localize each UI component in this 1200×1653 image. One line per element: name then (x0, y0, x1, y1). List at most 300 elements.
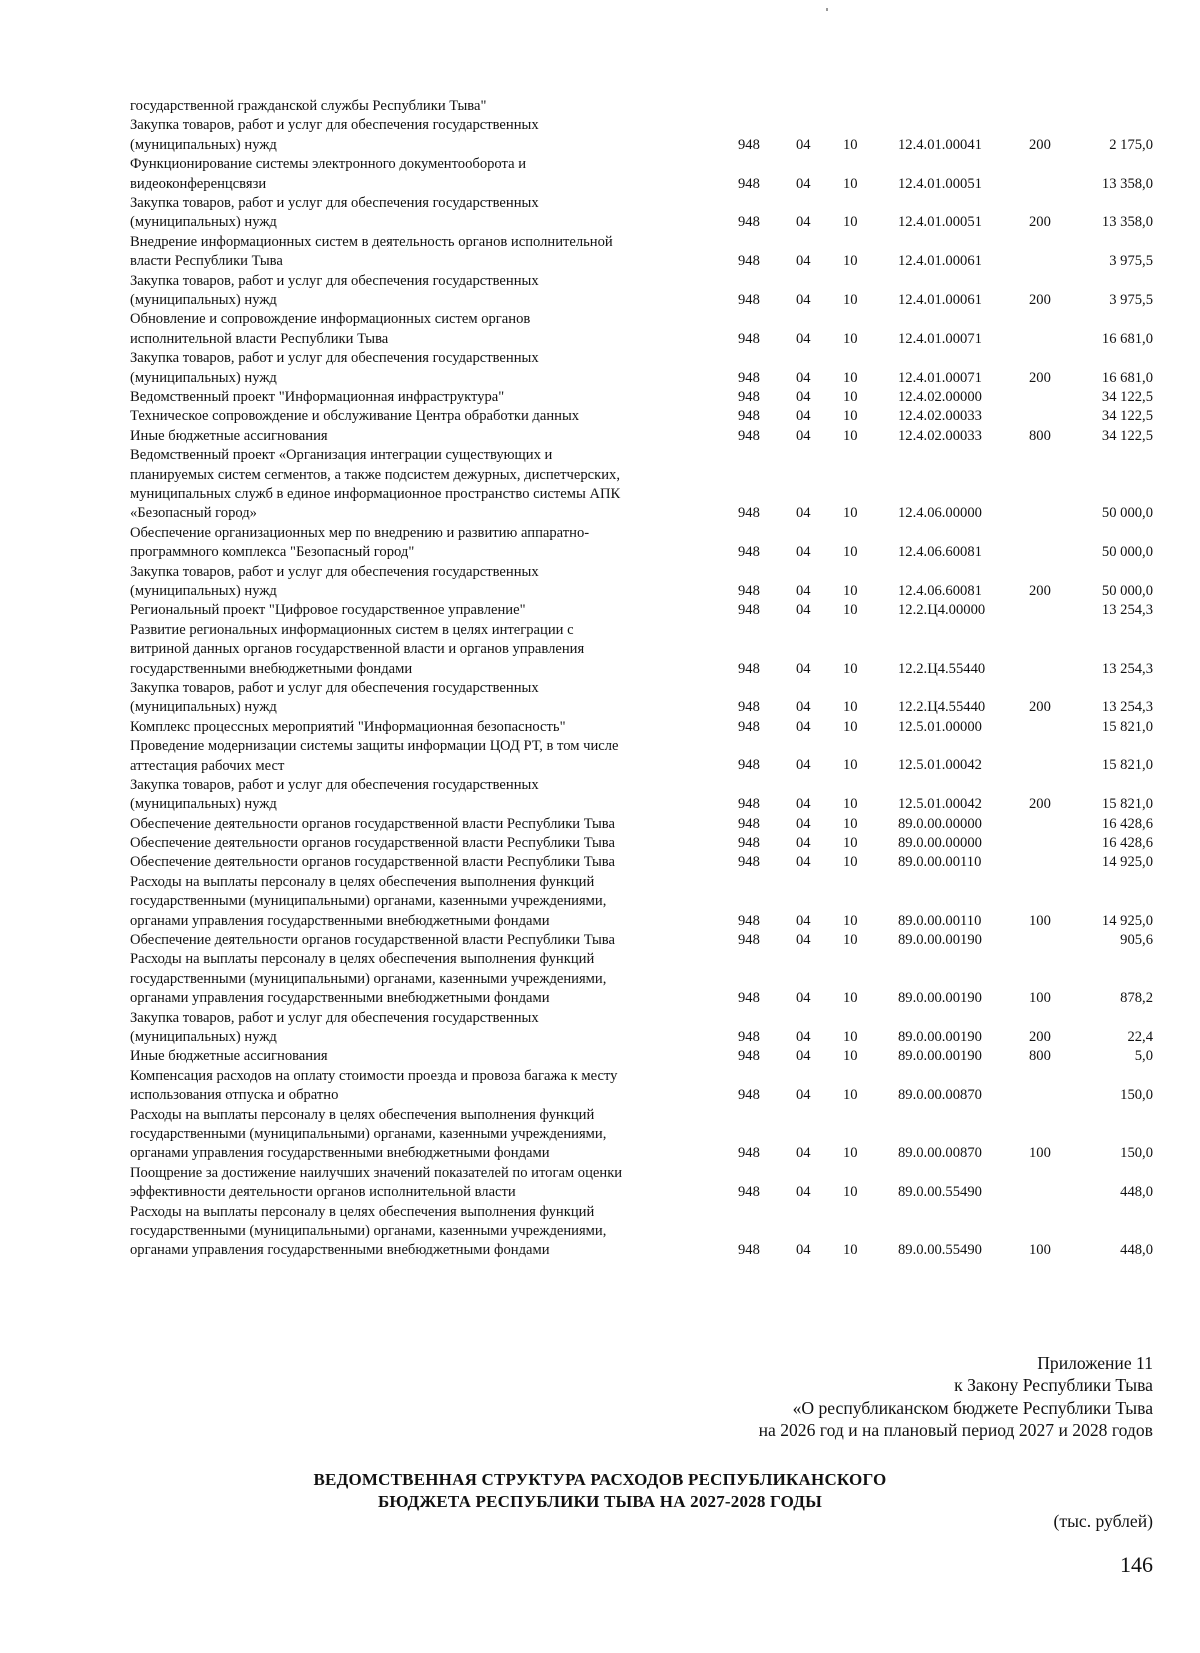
section-cell: 04 (796, 427, 811, 444)
section-cell: 04 (796, 1184, 811, 1201)
target-article-cell: 89.0.00.55490 (898, 1184, 982, 1201)
page-number: 146 (1120, 1552, 1153, 1577)
subsection-cell: 10 (843, 388, 858, 405)
row-description (130, 407, 710, 426)
description-line: Закупка товаров, работ и услуг для обеспечения государственных (130, 350, 539, 367)
ved-cell: 948 (738, 796, 760, 813)
subsection-cell: 10 (843, 214, 858, 231)
target-article-cell: 89.0.00.00190 (898, 1048, 982, 1065)
target-article-cell: 12.2.Ц4.00000 (898, 602, 986, 619)
row-description (130, 388, 710, 407)
table-row (0, 233, 1200, 272)
amount-cell: 13 358,0 (1101, 214, 1153, 231)
row-description (130, 718, 710, 737)
amount-cell: 34 122,5 (1101, 408, 1153, 425)
description-line: власти Республики Тыва (130, 253, 283, 270)
table-row (0, 931, 1200, 950)
amount-cell: 16 428,6 (1101, 815, 1153, 832)
table-row (0, 873, 1200, 931)
description-line: видеоконференцсвязи (130, 175, 267, 192)
row-description (130, 97, 710, 116)
description-line: (муниципальных) нужд (130, 582, 277, 599)
description-line: государственными (муниципальными) органами, казенными учреждениями, (130, 1126, 607, 1143)
expense-type-cell: 200 (1029, 136, 1051, 153)
description-line: программного комплекса "Безопасный город" (130, 544, 415, 561)
section-cell: 04 (796, 932, 811, 949)
subsection-cell: 10 (843, 854, 858, 871)
table-row (0, 116, 1200, 155)
subsection-cell: 10 (843, 330, 858, 347)
amount-cell: 16 428,6 (1101, 835, 1153, 852)
ved-cell: 948 (738, 388, 760, 405)
description-line: государственными внебюджетными фондами (130, 660, 413, 677)
amount-cell: 150,0 (1120, 1145, 1153, 1162)
section-cell: 04 (796, 369, 811, 386)
expense-type-cell: 200 (1029, 796, 1051, 813)
description-line: государственными (муниципальными) органами, казенными учреждениями, (130, 970, 607, 987)
ved-cell: 948 (738, 1029, 760, 1046)
amount-cell: 34 122,5 (1101, 388, 1153, 405)
appendix-line-3: «О республиканском бюджете Республики Тыва (792, 1397, 1153, 1418)
expense-type-cell: 200 (1029, 582, 1051, 599)
row-description (130, 155, 710, 194)
description-line: Иные бюджетные ассигнования (130, 427, 328, 444)
ved-cell: 948 (738, 835, 760, 852)
description-line: (муниципальных) нужд (130, 136, 277, 153)
target-article-cell: 12.4.02.00000 (898, 388, 982, 405)
target-article-cell: 89.0.00.00870 (898, 1145, 982, 1162)
subsection-cell: 10 (843, 1029, 858, 1046)
description-line: Закупка товаров, работ и услуг для обеспечения государственных (130, 776, 539, 793)
ved-cell: 948 (738, 1184, 760, 1201)
target-article-cell: 12.4.02.00033 (898, 427, 982, 444)
expense-type-cell: 200 (1029, 369, 1051, 386)
table-row (0, 718, 1200, 737)
subsection-cell: 10 (843, 912, 858, 929)
amount-cell: 3 975,5 (1109, 291, 1153, 308)
subsection-cell: 10 (843, 253, 858, 270)
description-line: Обеспечение организационных мер по внедрению и развитию аппаратно- (130, 524, 590, 541)
section-cell: 04 (796, 718, 811, 735)
expense-type-cell: 200 (1029, 699, 1051, 716)
row-description (130, 524, 710, 563)
description-line: Внедрение информационных систем в деятельность органов исполнительной (130, 233, 613, 250)
row-description (130, 563, 710, 602)
subsection-cell: 10 (843, 815, 858, 832)
target-article-cell: 12.5.01.00042 (898, 757, 982, 774)
table-row (0, 950, 1200, 1008)
description-line: органами управления государственными внебюджетными фондами (130, 912, 550, 929)
amount-cell: 15 821,0 (1101, 757, 1153, 774)
row-description (130, 1106, 710, 1164)
section-cell: 04 (796, 408, 811, 425)
target-article-cell: 12.5.01.00000 (898, 718, 982, 735)
description-line: (муниципальных) нужд (130, 291, 277, 308)
subsection-cell: 10 (843, 582, 858, 599)
expense-type-cell: 100 (1029, 990, 1051, 1007)
subsection-cell: 10 (843, 796, 858, 813)
ved-cell: 948 (738, 253, 760, 270)
amount-cell: 34 122,5 (1101, 427, 1153, 444)
subsection-cell: 10 (843, 505, 858, 522)
description-line: Комплекс процессных мероприятий "Информационная безопасность" (130, 718, 566, 735)
amount-cell: 15 821,0 (1101, 796, 1153, 813)
target-article-cell: 12.4.01.00051 (898, 175, 982, 192)
section-cell: 04 (796, 505, 811, 522)
expense-type-cell: 200 (1029, 291, 1051, 308)
amount-cell: 13 358,0 (1101, 175, 1153, 192)
table-row (0, 563, 1200, 602)
row-description (130, 853, 710, 872)
section-cell: 04 (796, 330, 811, 347)
row-description (130, 679, 710, 718)
subsection-cell: 10 (843, 136, 858, 153)
amount-cell: 448,0 (1120, 1184, 1153, 1201)
description-line: Закупка товаров, работ и услуг для обеспечения государственных (130, 563, 539, 580)
amount-cell: 16 681,0 (1101, 330, 1153, 347)
section-cell: 04 (796, 136, 811, 153)
target-article-cell: 12.4.06.60081 (898, 544, 982, 561)
section-cell: 04 (796, 1242, 811, 1259)
description-line: аттестация рабочих мест (130, 757, 285, 774)
target-article-cell: 89.0.00.00870 (898, 1087, 982, 1104)
row-description (130, 1067, 710, 1106)
description-line: Иные бюджетные ассигнования (130, 1048, 328, 1065)
amount-cell: 14 925,0 (1101, 912, 1153, 929)
subsection-cell: 10 (843, 544, 858, 561)
subsection-cell: 10 (843, 718, 858, 735)
target-article-cell: 89.0.00.00000 (898, 835, 982, 852)
amount-cell: 16 681,0 (1101, 369, 1153, 386)
description-line: Расходы на выплаты персоналу в целях обеспечения выполнения функций (130, 1203, 595, 1220)
subsection-cell: 10 (843, 1184, 858, 1201)
subsection-cell: 10 (843, 408, 858, 425)
table-row (0, 853, 1200, 872)
target-article-cell: 12.4.01.00061 (898, 253, 982, 270)
description-line: Обеспечение деятельности органов государственной власти Республики Тыва (130, 854, 615, 871)
amount-cell: 13 254,3 (1101, 699, 1153, 716)
description-line: муниципальных служб в единое информационное пространство системы АПК (130, 485, 621, 502)
amount-cell: 150,0 (1120, 1087, 1153, 1104)
appendix-block (759, 1352, 1153, 1442)
document-heading (0, 1469, 1200, 1512)
ved-cell: 948 (738, 175, 760, 192)
ved-cell: 948 (738, 330, 760, 347)
target-article-cell: 12.4.01.00071 (898, 330, 982, 347)
section-cell: 04 (796, 388, 811, 405)
section-cell: 04 (796, 544, 811, 561)
subsection-cell: 10 (843, 660, 858, 677)
table-row (0, 815, 1200, 834)
description-line: исполнительной власти Республики Тыва (130, 330, 389, 347)
ved-cell: 948 (738, 505, 760, 522)
description-line: Обеспечение деятельности органов государственной власти Республики Тыва (130, 815, 615, 832)
description-line: Техническое сопровождение и обслуживание Центра обработки данных (130, 408, 580, 425)
target-article-cell: 89.0.00.00190 (898, 1029, 982, 1046)
description-line: Закупка товаров, работ и услуг для обеспечения государственных (130, 679, 539, 696)
expense-type-cell: 100 (1029, 1145, 1051, 1162)
ved-cell: 948 (738, 291, 760, 308)
section-cell: 04 (796, 291, 811, 308)
row-description (130, 1203, 710, 1261)
table-row (0, 97, 1200, 116)
row-description (130, 446, 710, 524)
amount-cell: 50 000,0 (1101, 505, 1153, 522)
section-cell: 04 (796, 602, 811, 619)
description-line: государственными (муниципальными) органами, казенными учреждениями, (130, 1223, 607, 1239)
description-line: (муниципальных) нужд (130, 1029, 277, 1046)
description-line: витриной данных органов государственной власти и органов управления (130, 641, 585, 658)
description-line: (муниципальных) нужд (130, 796, 277, 813)
description-line: Развитие региональных информационных систем в целях интеграции с (130, 621, 574, 638)
subsection-cell: 10 (843, 932, 858, 949)
row-description (130, 1164, 710, 1203)
row-description (130, 931, 710, 950)
description-line: Расходы на выплаты персоналу в целях обеспечения выполнения функций (130, 951, 595, 968)
table-row (0, 310, 1200, 349)
row-description (130, 776, 710, 815)
subsection-cell: 10 (843, 1048, 858, 1065)
target-article-cell: 89.0.00.00110 (898, 912, 982, 929)
description-line: Обновление и сопровождение информационных систем органов (130, 311, 531, 328)
section-cell: 04 (796, 660, 811, 677)
row-description (130, 873, 710, 931)
section-cell: 04 (796, 1029, 811, 1046)
row-description (130, 1009, 710, 1048)
table-row (0, 1164, 1200, 1203)
ved-cell: 948 (738, 932, 760, 949)
ved-cell: 948 (738, 214, 760, 231)
section-cell: 04 (796, 815, 811, 832)
amount-cell: 5,0 (1134, 1048, 1153, 1065)
ved-cell: 948 (738, 1145, 760, 1162)
target-article-cell: 12.4.02.00033 (898, 408, 982, 425)
section-cell: 04 (796, 796, 811, 813)
row-description (130, 815, 710, 834)
target-article-cell: 12.2.Ц4.55440 (898, 660, 986, 677)
subsection-cell: 10 (843, 175, 858, 192)
section-cell: 04 (796, 1048, 811, 1065)
subsection-cell: 10 (843, 990, 858, 1007)
ved-cell: 948 (738, 544, 760, 561)
description-line: планируемых систем сегментов, а также подсистем дежурных, диспетчерских, (130, 466, 620, 483)
description-line: Закупка товаров, работ и услуг для обеспечения государственных (130, 272, 539, 289)
row-description (130, 310, 710, 349)
ved-cell: 948 (738, 990, 760, 1007)
description-line: государственными (муниципальными) органами, казенными учреждениями, (130, 893, 607, 910)
appendix-line-4: на 2026 год и на плановый период 2027 и 2028 годов (758, 1420, 1153, 1441)
row-description (130, 834, 710, 853)
section-cell: 04 (796, 699, 811, 716)
description-line: Проведение модернизации системы защиты информации ЦОД РТ, в том числе (130, 738, 619, 755)
table-row (0, 272, 1200, 311)
target-article-cell: 12.4.01.00041 (898, 136, 982, 153)
expense-type-cell: 800 (1029, 427, 1051, 444)
section-cell: 04 (796, 912, 811, 929)
heading-line-1: ВЕДОМСТВЕННАЯ СТРУКТУРА РАСХОДОВ РЕСПУБЛИКАНСКОГО (313, 1470, 887, 1489)
table-row (0, 155, 1200, 194)
expense-type-cell: 200 (1029, 214, 1051, 231)
ved-cell: 948 (738, 369, 760, 386)
heading-line-2: БЮДЖЕТА РЕСПУБЛИКИ ТЫВА НА 2027-2028 ГОДЫ (377, 1491, 823, 1511)
row-description (130, 601, 710, 620)
table-row (0, 834, 1200, 853)
ved-cell: 948 (738, 718, 760, 735)
subsection-cell: 10 (843, 602, 858, 619)
row-description (130, 349, 710, 388)
description-line: «Безопасный город» (130, 505, 257, 522)
amount-cell: 50 000,0 (1101, 582, 1153, 599)
ved-cell: 948 (738, 427, 760, 444)
row-description (130, 427, 710, 446)
section-cell: 04 (796, 990, 811, 1007)
table-row (0, 1106, 1200, 1164)
table-row (0, 621, 1200, 679)
row-description (130, 116, 710, 155)
table-row (0, 446, 1200, 524)
ved-cell: 948 (738, 660, 760, 677)
amount-cell: 448,0 (1120, 1242, 1153, 1259)
amount-cell: 905,6 (1120, 932, 1153, 949)
section-cell: 04 (796, 175, 811, 192)
description-line: органами управления государственными внебюджетными фондами (130, 990, 550, 1007)
description-line: эффективности деятельности органов исполнительной власти (130, 1184, 516, 1201)
section-cell: 04 (796, 835, 811, 852)
ved-cell: 948 (738, 699, 760, 716)
ved-cell: 948 (738, 602, 760, 619)
ved-cell: 948 (738, 1087, 760, 1104)
target-article-cell: 89.0.00.00190 (898, 932, 982, 949)
ved-cell: 948 (738, 912, 760, 929)
description-line: государственной гражданской службы Республики Тыва" (130, 98, 487, 114)
expense-type-cell: 100 (1029, 1242, 1051, 1259)
description-line: Ведомственный проект «Организация интеграции существующих и (130, 447, 553, 464)
amount-cell: 3 975,5 (1109, 253, 1153, 270)
row-description (130, 737, 710, 776)
subsection-cell: 10 (843, 291, 858, 308)
target-article-cell: 12.4.06.00000 (898, 505, 982, 522)
description-line: (муниципальных) нужд (130, 699, 277, 716)
amount-cell: 14 925,0 (1101, 854, 1153, 871)
table-row (0, 1009, 1200, 1048)
amount-cell: 13 254,3 (1101, 660, 1153, 677)
description-line: Закупка товаров, работ и услуг для обеспечения государственных (130, 1009, 539, 1026)
subsection-cell: 10 (843, 369, 858, 386)
target-article-cell: 12.2.Ц4.55440 (898, 699, 986, 716)
section-cell: 04 (796, 582, 811, 599)
description-line: использования отпуска и обратно (130, 1087, 339, 1104)
target-article-cell: 89.0.00.55490 (898, 1242, 982, 1259)
scan-speck (826, 8, 828, 11)
row-description (130, 233, 710, 272)
ved-cell: 948 (738, 136, 760, 153)
ved-cell: 948 (738, 582, 760, 599)
subsection-cell: 10 (843, 835, 858, 852)
description-line: Компенсация расходов на оплату стоимости проезда и провоза багажа к месту (130, 1067, 618, 1084)
row-description (130, 621, 710, 679)
ved-cell: 948 (738, 408, 760, 425)
table-row (0, 1203, 1200, 1261)
row-description (130, 272, 710, 311)
appendix-line-2: к Закону Республики Тыва (954, 1375, 1153, 1396)
ved-cell: 948 (738, 854, 760, 871)
target-article-cell: 12.4.01.00051 (898, 214, 982, 231)
ved-cell: 948 (738, 815, 760, 832)
section-cell: 04 (796, 757, 811, 774)
amount-cell: 22,4 (1127, 1029, 1153, 1046)
table-row (0, 776, 1200, 815)
subsection-cell: 10 (843, 427, 858, 444)
target-article-cell: 12.4.01.00061 (898, 291, 982, 308)
target-article-cell: 12.5.01.00042 (898, 796, 982, 813)
target-article-cell: 89.0.00.00000 (898, 815, 982, 832)
description-line: органами управления государственными внебюджетными фондами (130, 1242, 550, 1259)
description-line: (муниципальных) нужд (130, 214, 277, 231)
subsection-cell: 10 (843, 1145, 858, 1162)
description-line: Поощрение за достижение наилучших значений показателей по итогам оценки (130, 1164, 623, 1181)
units-label: (тыс. рублей) (1053, 1511, 1153, 1531)
row-description (130, 194, 710, 233)
section-cell: 04 (796, 1145, 811, 1162)
appendix-line-1: Приложение 11 (1037, 1353, 1153, 1373)
amount-cell: 50 000,0 (1101, 544, 1153, 561)
description-line: Функционирование системы электронного документооборота и (130, 156, 527, 173)
description-line: Расходы на выплаты персоналу в целях обеспечения выполнения функций (130, 873, 595, 890)
section-cell: 04 (796, 214, 811, 231)
table-row (0, 737, 1200, 776)
table-row (0, 1067, 1200, 1106)
section-cell: 04 (796, 854, 811, 871)
section-cell: 04 (796, 253, 811, 270)
subsection-cell: 10 (843, 699, 858, 716)
ved-cell: 948 (738, 757, 760, 774)
expense-type-cell: 100 (1029, 912, 1051, 929)
ved-cell: 948 (738, 1242, 760, 1259)
table-row (0, 349, 1200, 388)
amount-cell: 15 821,0 (1101, 718, 1153, 735)
table-row (0, 601, 1200, 620)
table-row (0, 524, 1200, 563)
table-row (0, 194, 1200, 233)
subsection-cell: 10 (843, 1242, 858, 1259)
target-article-cell: 12.4.06.60081 (898, 582, 982, 599)
subsection-cell: 10 (843, 757, 858, 774)
table-row (0, 679, 1200, 718)
section-cell: 04 (796, 1087, 811, 1104)
description-line: Обеспечение деятельности органов государственной власти Республики Тыва (130, 932, 615, 949)
description-line: (муниципальных) нужд (130, 369, 277, 386)
description-line: Ведомственный проект "Информационная инфраструктура" (130, 388, 505, 405)
description-line: Расходы на выплаты персоналу в целях обеспечения выполнения функций (130, 1106, 595, 1123)
amount-cell: 13 254,3 (1101, 602, 1153, 619)
amount-cell: 878,2 (1120, 990, 1153, 1007)
table-row (0, 388, 1200, 407)
row-description (130, 1047, 710, 1066)
table-row (0, 407, 1200, 426)
table-row (0, 1047, 1200, 1066)
row-description (130, 950, 710, 1008)
expense-type-cell: 200 (1029, 1029, 1051, 1046)
target-article-cell: 89.0.00.00190 (898, 990, 982, 1007)
target-article-cell: 12.4.01.00071 (898, 369, 982, 386)
expense-type-cell: 800 (1029, 1048, 1051, 1065)
description-line: Закупка товаров, работ и услуг для обеспечения государственных (130, 117, 539, 134)
description-line: Региональный проект "Цифровое государственное управление" (130, 602, 526, 619)
description-line: органами управления государственными внебюджетными фондами (130, 1145, 550, 1162)
table-row (0, 427, 1200, 446)
amount-cell: 2 175,0 (1109, 136, 1153, 153)
subsection-cell: 10 (843, 1087, 858, 1104)
